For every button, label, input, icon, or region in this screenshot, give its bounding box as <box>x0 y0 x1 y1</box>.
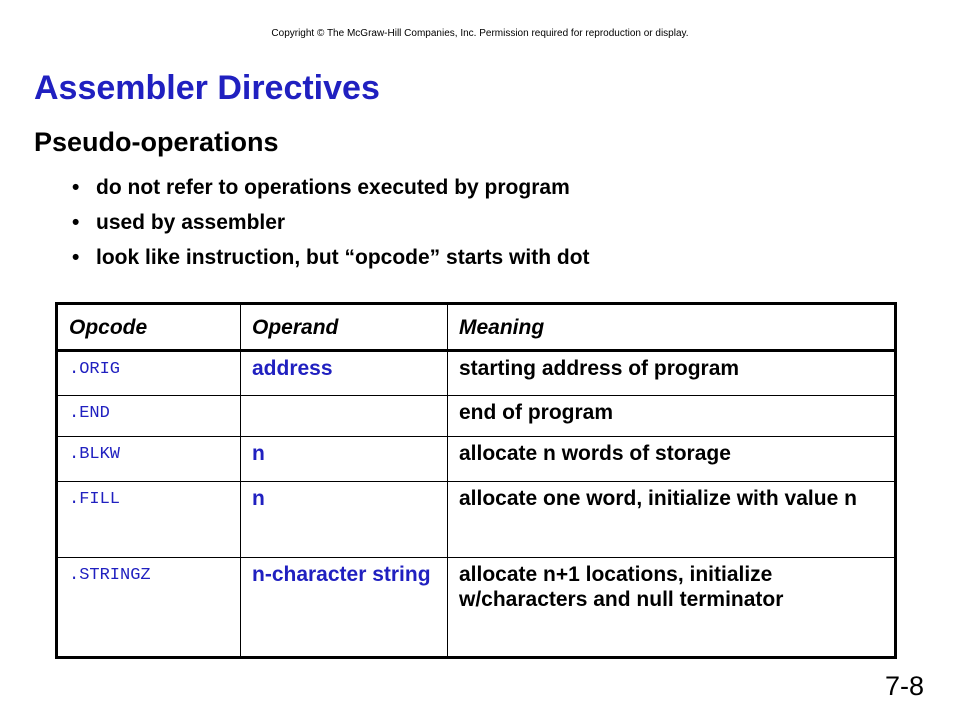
table-row <box>57 482 896 558</box>
opcode-cell: .ORIG <box>57 351 241 396</box>
bullet-text: used by assembler <box>96 211 286 234</box>
meaning-cell: end of program <box>448 396 896 437</box>
operand-cell: n <box>241 437 448 482</box>
copyright-notice: Copyright © The McGraw-Hill Companies, Inc. Permission required for reproduction or display. <box>271 28 689 39</box>
bullet-text: look like instruction, but “opcode” starts with dot <box>96 246 590 269</box>
bullet-text: do not refer to operations executed by program <box>96 176 570 199</box>
header-opcode: Opcode <box>57 304 241 351</box>
header-operand: Operand <box>241 304 448 351</box>
bullet-marker: • <box>72 246 80 269</box>
opcode-cell: .END <box>57 396 241 437</box>
operand-cell: n-character string <box>241 558 448 658</box>
opcode-cell: .FILL <box>57 482 241 558</box>
table-row <box>57 396 896 437</box>
meaning-cell: starting address of program <box>448 351 896 396</box>
bullet-marker: • <box>72 211 80 234</box>
meaning-cell: allocate n words of storage <box>448 437 896 482</box>
bullet-item <box>72 209 590 244</box>
operand-cell: address <box>241 351 448 396</box>
bullet-item <box>72 244 590 279</box>
page-number: 7-8 <box>884 671 924 701</box>
opcode-cell: .STRINGZ <box>57 558 241 658</box>
bullet-marker: • <box>72 176 80 199</box>
slide-title: Assembler Directives <box>34 69 380 107</box>
header-meaning: Meaning <box>448 304 896 351</box>
operand-cell: n <box>241 482 448 558</box>
bullet-item <box>72 174 590 209</box>
table-row <box>57 437 896 482</box>
table-row <box>57 351 896 396</box>
directives-table <box>55 302 897 659</box>
bullet-list <box>72 174 590 279</box>
table-row <box>57 558 896 658</box>
meaning-cell: allocate one word, initialize with value n <box>448 482 896 558</box>
meaning-cell: allocate n+1 locations, initialize w/characters and null terminator <box>448 558 896 658</box>
slide-subtitle: Pseudo-operations <box>34 127 279 157</box>
operand-cell <box>241 396 448 437</box>
opcode-cell: .BLKW <box>57 437 241 482</box>
table-header-row <box>57 304 896 351</box>
